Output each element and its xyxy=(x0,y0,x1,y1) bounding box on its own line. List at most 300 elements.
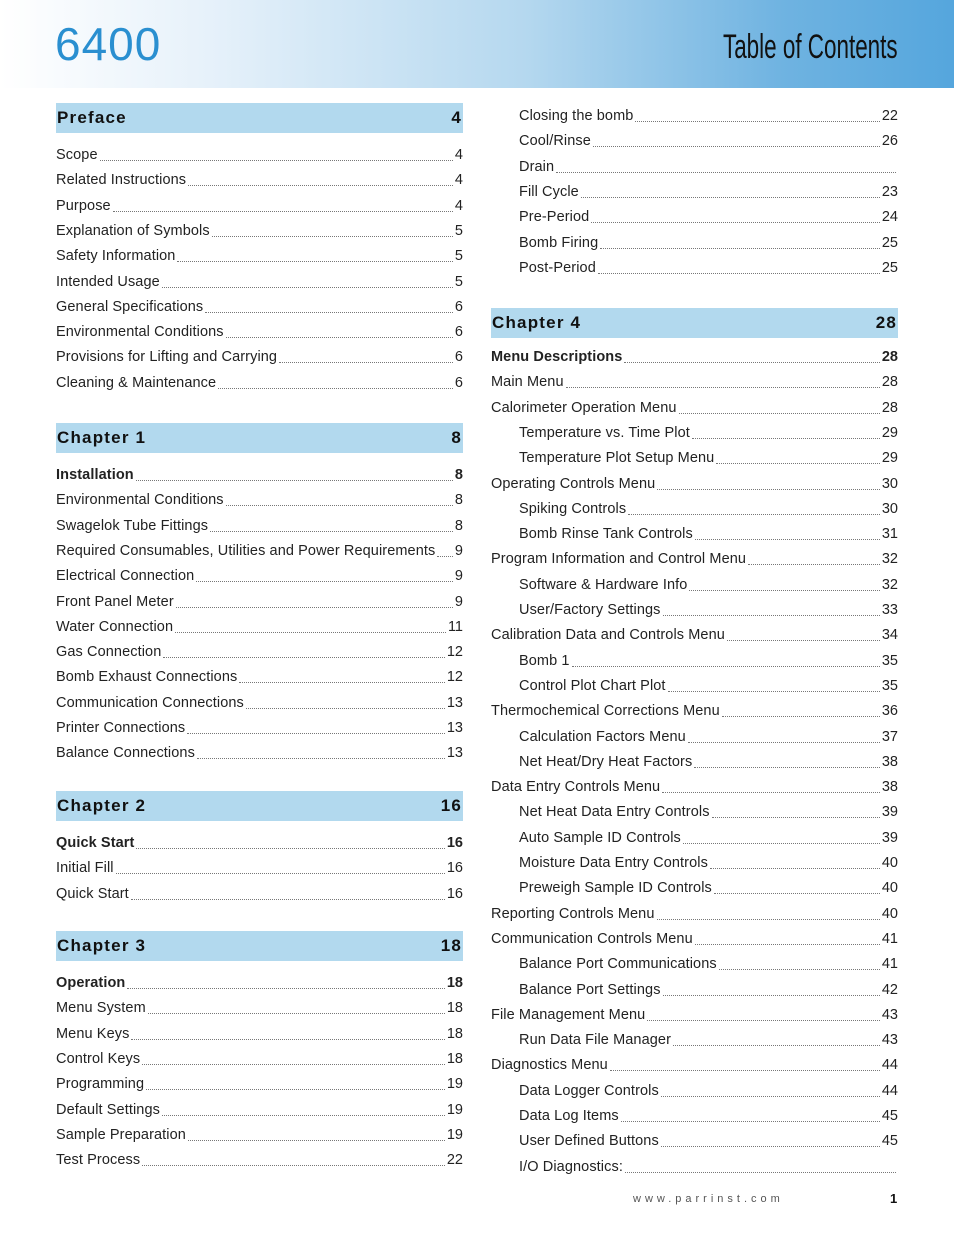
toc-entry-label: Default Settings xyxy=(56,1101,160,1118)
toc-heading-entry[interactable] xyxy=(56,464,463,484)
toc-entry-label: Scope xyxy=(56,147,98,163)
toc-entry-page: 18 xyxy=(446,1025,463,1042)
toc-heading-entry[interactable] xyxy=(56,832,463,852)
toc-entry[interactable] xyxy=(519,751,898,771)
toc-entry[interactable] xyxy=(491,473,898,493)
dot-leader xyxy=(197,758,445,759)
dot-leader xyxy=(148,1013,445,1014)
toc-entry[interactable] xyxy=(519,447,898,467)
toc-entry-page: 23 xyxy=(881,183,898,200)
toc-entry[interactable] xyxy=(519,130,898,150)
toc-entry-label: Electrical Connection xyxy=(56,568,195,585)
toc-entry-page: 33 xyxy=(881,602,898,618)
toc-entry[interactable] xyxy=(56,245,463,265)
toc-entry-page: 9 xyxy=(454,568,463,585)
toc-entry-page: 9 xyxy=(454,593,463,610)
toc-entry-label: Menu Descriptions xyxy=(491,349,623,365)
toc-entry[interactable] xyxy=(519,726,898,746)
toc-entry-page: 38 xyxy=(881,753,898,770)
toc-entry-label: Moisture Data Entry Controls xyxy=(519,855,708,871)
toc-entry-page: 16 xyxy=(446,860,463,877)
toc-entry-label: Balance Port Settings xyxy=(519,981,661,998)
toc-entry-label: Thermochemical Corrections Menu xyxy=(491,703,720,720)
dot-leader xyxy=(136,480,453,481)
toc-entry[interactable] xyxy=(56,1048,463,1068)
toc-entry-page: 41 xyxy=(881,930,898,947)
dot-leader xyxy=(131,1039,444,1040)
model-number: 6400 xyxy=(55,18,162,70)
toc-entry-page: 28 xyxy=(881,349,898,365)
dot-leader xyxy=(196,581,453,582)
toc-entry-page: 34 xyxy=(881,627,898,644)
dot-leader xyxy=(661,1096,880,1097)
toc-entry-page: 45 xyxy=(881,1108,898,1124)
toc-entry-label: Bomb Rinse Tank Controls xyxy=(519,526,693,543)
toc-entry-page: 8 xyxy=(454,467,463,483)
toc-entry-page: 11 xyxy=(447,618,463,635)
toc-entry-page: 9 xyxy=(454,542,463,559)
toc-entry-page: 22 xyxy=(881,108,898,124)
toc-entry-page: 12 xyxy=(446,669,463,686)
toc-entry[interactable] xyxy=(56,169,463,189)
toc-entry[interactable] xyxy=(56,1073,463,1093)
toc-entry-label: Gas Connection xyxy=(56,644,162,661)
toc-entry-page: 18 xyxy=(446,1000,463,1017)
toc-entry-label: Quick Start xyxy=(56,835,135,851)
toc-entry-page: 43 xyxy=(881,1032,898,1049)
dot-leader xyxy=(188,185,453,186)
toc-entry[interactable] xyxy=(491,1004,898,1024)
toc-entry-label: File Management Menu xyxy=(491,1006,646,1023)
toc-entry-label: Related Instructions xyxy=(56,172,187,189)
toc-entry[interactable] xyxy=(519,156,898,176)
toc-entry-label: Quick Start xyxy=(56,885,129,902)
toc-entry[interactable] xyxy=(56,296,463,316)
toc-entry-page: 42 xyxy=(881,981,898,998)
chapter-page-number: 28 xyxy=(875,313,897,332)
toc-entry-label: Net Heat/Dry Heat Factors xyxy=(519,753,693,770)
toc-entry-label: Sample Preparation xyxy=(56,1126,186,1143)
toc-entry-page: 16 xyxy=(446,835,463,851)
dot-leader xyxy=(163,657,444,658)
toc-entry-label: Control Keys xyxy=(56,1050,141,1067)
toc-entry[interactable] xyxy=(519,422,898,442)
toc-entry-page: 45 xyxy=(881,1133,898,1150)
chapter-header[interactable] xyxy=(56,791,463,821)
toc-entry-page: 22 xyxy=(446,1152,463,1169)
chapter-title: Chapter 3 xyxy=(57,936,147,955)
chapter-page-number: 8 xyxy=(451,428,462,447)
dot-leader xyxy=(695,944,880,945)
toc-entry[interactable] xyxy=(56,372,463,392)
toc-entry-label: Bomb Exhaust Connections xyxy=(56,669,238,686)
dot-leader xyxy=(657,919,880,920)
toc-entry-page: 6 xyxy=(454,324,463,341)
dot-leader xyxy=(694,767,880,768)
toc-entry-label: Intended Usage xyxy=(56,273,160,290)
dot-leader xyxy=(716,463,880,464)
chapter-page-number: 16 xyxy=(440,796,462,815)
dot-leader xyxy=(239,682,445,683)
dot-leader xyxy=(188,1140,445,1141)
toc-entry-page: 5 xyxy=(454,222,463,239)
toc-entry-label: Software & Hardware Info xyxy=(519,576,688,593)
toc-entry[interactable] xyxy=(519,498,898,518)
toc-entry-label: Cleaning & Maintenance xyxy=(56,374,217,391)
chapter-title: Preface xyxy=(57,108,127,127)
toc-entry[interactable] xyxy=(519,1105,898,1125)
dot-leader xyxy=(668,691,880,692)
dot-leader xyxy=(710,868,880,869)
dot-leader xyxy=(661,1146,880,1147)
toc-entry-label: General Specifications xyxy=(56,298,204,315)
toc-entry-page: 40 xyxy=(881,855,898,871)
dot-leader xyxy=(679,413,880,414)
chapter-header[interactable] xyxy=(56,103,463,133)
toc-entry-label: Menu System xyxy=(56,1000,146,1017)
toc-entry-page: 30 xyxy=(881,475,898,492)
dot-leader xyxy=(635,121,879,122)
toc-entry-page: 40 xyxy=(881,905,898,922)
toc-entry-label: Cool/Rinse xyxy=(519,133,591,150)
dot-leader xyxy=(662,792,880,793)
chapter-header[interactable] xyxy=(491,308,898,338)
toc-entry-page: 43 xyxy=(881,1006,898,1023)
dot-leader xyxy=(581,197,880,198)
toc-entry-label: I/O Diagnostics: xyxy=(519,1158,623,1175)
chapter-page-number: 4 xyxy=(451,108,462,127)
dot-leader xyxy=(146,1089,445,1090)
toc-entry-label: Program Information and Control Menu xyxy=(491,551,747,568)
toc-entry-page: 29 xyxy=(881,450,898,467)
toc-entry-label: Diagnostics Menu xyxy=(491,1057,608,1074)
toc-entry-label: Data Entry Controls Menu xyxy=(491,779,661,796)
toc-entry[interactable] xyxy=(519,953,898,973)
dot-leader xyxy=(727,640,880,641)
toc-entry-page: 19 xyxy=(446,1126,463,1143)
page-header xyxy=(0,0,954,88)
toc-entry[interactable] xyxy=(56,857,463,877)
toc-entry-label: Calibration Data and Controls Menu xyxy=(491,627,725,644)
dot-leader xyxy=(279,362,453,363)
dot-leader xyxy=(692,438,880,439)
toc-entry[interactable] xyxy=(56,321,463,341)
dot-leader xyxy=(610,1070,880,1071)
toc-entry-page: 25 xyxy=(881,259,898,276)
toc-entry-label: Programming xyxy=(56,1076,145,1093)
chapter-page-number: 18 xyxy=(440,936,462,955)
toc-entry-label: User/Factory Settings xyxy=(519,602,661,618)
dot-leader xyxy=(116,873,445,874)
toc-entry-label: Closing the bomb xyxy=(519,108,634,124)
toc-entry[interactable] xyxy=(491,776,898,796)
toc-entry-label: Pre-Period xyxy=(519,209,590,226)
toc-entry[interactable] xyxy=(56,883,463,903)
dot-leader xyxy=(689,590,879,591)
toc-entry-label: Temperature vs. Time Plot xyxy=(519,424,690,441)
toc-entry-label: Spiking Controls xyxy=(519,500,627,517)
dot-leader xyxy=(437,556,453,557)
toc-entry-label: Net Heat Data Entry Controls xyxy=(519,804,710,821)
toc-entry-page: 41 xyxy=(881,956,898,973)
toc-entry[interactable] xyxy=(56,271,463,291)
toc-entry-label: Post-Period xyxy=(519,259,596,276)
dot-leader xyxy=(647,1020,880,1021)
toc-entry-label: Run Data File Manager xyxy=(519,1032,672,1049)
toc-entry-page: 4 xyxy=(454,172,463,189)
dot-leader xyxy=(136,848,444,849)
toc-entry-page: 13 xyxy=(446,694,463,711)
toc-entry[interactable] xyxy=(56,1149,463,1169)
toc-entry[interactable] xyxy=(491,624,898,644)
toc-entry-label: Calorimeter Operation Menu xyxy=(491,399,677,416)
toc-entry-label: Explanation of Symbols xyxy=(56,222,210,239)
toc-entry-page: 39 xyxy=(881,804,898,821)
chapter-header[interactable] xyxy=(56,931,463,961)
toc-entry-page: 4 xyxy=(454,197,463,214)
dot-leader xyxy=(712,817,880,818)
toc-entry-label: Operating Controls Menu xyxy=(491,475,656,492)
toc-entry[interactable] xyxy=(56,195,463,215)
toc-entry[interactable] xyxy=(519,599,898,619)
dot-leader xyxy=(593,146,880,147)
dot-leader xyxy=(246,708,445,709)
dot-leader xyxy=(683,843,880,844)
toc-entry-page: 35 xyxy=(881,677,898,694)
toc-entry[interactable] xyxy=(491,928,898,948)
toc-entry[interactable] xyxy=(519,206,898,226)
toc-entry[interactable] xyxy=(56,346,463,366)
toc-heading-entry[interactable] xyxy=(491,346,898,366)
toc-entry[interactable] xyxy=(519,675,898,695)
toc-entry[interactable] xyxy=(56,692,463,712)
toc-entry-page: 37 xyxy=(881,728,898,745)
toc-entry-label: Test Process xyxy=(56,1152,141,1169)
toc-entry[interactable] xyxy=(491,700,898,720)
toc-entry-page: 28 xyxy=(881,374,898,391)
toc-entry-page: 12 xyxy=(446,644,463,661)
toc-entry-label: User Defined Buttons xyxy=(519,1133,659,1150)
toc-entry-page: 26 xyxy=(881,133,898,150)
toc-entry-label: Communication Connections xyxy=(56,694,244,711)
toc-entry[interactable] xyxy=(491,1054,898,1074)
dot-leader xyxy=(621,1121,880,1122)
toc-entry-label: Provisions for Lifting and Carrying xyxy=(56,349,278,366)
toc-entry-label: Drain xyxy=(519,158,555,175)
toc-entry-label: Communication Controls Menu xyxy=(491,930,693,947)
toc-entry[interactable] xyxy=(519,574,898,594)
toc-entry[interactable] xyxy=(56,1099,463,1119)
dot-leader xyxy=(688,742,880,743)
dot-leader xyxy=(113,211,453,212)
dot-leader xyxy=(226,337,453,338)
toc-entry-page: 32 xyxy=(881,576,898,593)
dot-leader xyxy=(187,733,445,734)
toc-entry-page: 6 xyxy=(454,349,463,366)
dot-leader xyxy=(127,988,444,989)
toc-entry-label: Data Log Items xyxy=(519,1108,619,1124)
toc-entry[interactable] xyxy=(519,523,898,543)
toc-entry-label: Balance Connections xyxy=(56,745,195,762)
dot-leader xyxy=(663,615,880,616)
toc-entry[interactable] xyxy=(519,877,898,897)
footer-page-number: 1 xyxy=(890,1191,898,1206)
toc-entry-page: 38 xyxy=(881,779,898,796)
toc-entry-page: 40 xyxy=(881,880,898,897)
toc-entry[interactable] xyxy=(519,801,898,821)
toc-entry[interactable] xyxy=(519,1080,898,1100)
toc-entry[interactable] xyxy=(56,641,463,661)
chapter-header[interactable] xyxy=(56,423,463,453)
dot-leader xyxy=(572,666,880,667)
toc-entry-page: 39 xyxy=(881,829,898,846)
toc-entry[interactable] xyxy=(56,144,463,164)
toc-entry-page: 8 xyxy=(454,517,463,534)
toc-entry-page: 13 xyxy=(446,720,463,736)
toc-entry-page: 36 xyxy=(881,703,898,720)
page-title: Table of Contents xyxy=(723,28,898,66)
toc-entry-page: 8 xyxy=(454,492,463,509)
toc-heading-entry[interactable] xyxy=(56,972,463,992)
dot-leader xyxy=(625,1172,896,1173)
toc-entry-page: 5 xyxy=(454,248,463,265)
toc-entry-page: 16 xyxy=(446,885,463,902)
toc-entry-page: 19 xyxy=(446,1076,463,1093)
toc-entry-label: Bomb Firing xyxy=(519,234,599,251)
toc-entry[interactable] xyxy=(519,1130,898,1150)
dot-leader xyxy=(162,1115,445,1116)
toc-entry[interactable] xyxy=(56,1023,463,1043)
toc-entry-page: 44 xyxy=(881,1082,898,1099)
toc-entry-label: Water Connection xyxy=(56,618,174,635)
toc-entry-label: Fill Cycle xyxy=(519,183,579,200)
toc-entry-page: 18 xyxy=(446,975,463,991)
toc-entry-page: 18 xyxy=(446,1050,463,1067)
toc-entry[interactable] xyxy=(519,232,898,252)
toc-entry-label: Printer Connections xyxy=(56,720,186,736)
toc-entry-label: Purpose xyxy=(56,197,111,214)
dot-leader xyxy=(748,564,880,565)
dot-leader xyxy=(673,1045,880,1046)
toc-entry-page: 6 xyxy=(454,298,463,315)
dot-leader xyxy=(205,312,453,313)
toc-entry-page: 19 xyxy=(446,1101,463,1118)
toc-entry[interactable] xyxy=(56,742,463,762)
toc-entry[interactable] xyxy=(519,979,898,999)
toc-entry[interactable] xyxy=(491,397,898,417)
toc-entry[interactable] xyxy=(56,515,463,535)
chapter-title: Chapter 2 xyxy=(57,796,147,815)
toc-entry-label: Auto Sample ID Controls xyxy=(519,829,681,846)
toc-entry[interactable] xyxy=(491,548,898,568)
dot-leader xyxy=(162,287,453,288)
toc-entry-label: Initial Fill xyxy=(56,860,114,877)
toc-entry-page: 5 xyxy=(454,273,463,290)
toc-entry[interactable] xyxy=(56,717,463,737)
toc-entry-page: 32 xyxy=(881,551,898,568)
toc-entry-page: 44 xyxy=(881,1057,898,1074)
dot-leader xyxy=(719,969,880,970)
toc-entry[interactable] xyxy=(56,591,463,611)
toc-entry[interactable] xyxy=(519,257,898,277)
dot-leader xyxy=(722,716,880,717)
toc-entry-page: 35 xyxy=(881,652,898,669)
toc-entry-page: 13 xyxy=(446,745,463,762)
toc-entry-page: 25 xyxy=(881,234,898,251)
dot-leader xyxy=(210,531,453,532)
dot-leader xyxy=(226,505,453,506)
toc-entry[interactable] xyxy=(56,565,463,585)
toc-entry-page: 31 xyxy=(881,526,898,543)
dot-leader xyxy=(624,362,879,363)
dot-leader xyxy=(598,273,880,274)
toc-entry-page: 24 xyxy=(881,209,898,226)
toc-entry-label: Operation xyxy=(56,975,126,991)
toc-entry[interactable] xyxy=(519,1156,898,1176)
dot-leader xyxy=(600,248,880,249)
toc-entry-page: 4 xyxy=(454,147,463,163)
toc-entry-label: Balance Port Communications xyxy=(519,956,717,973)
dot-leader xyxy=(657,489,880,490)
chapter-title: Chapter 4 xyxy=(492,313,582,332)
toc-entry-label: Control Plot Chart Plot xyxy=(519,677,666,694)
toc-entry-label: Environmental Conditions xyxy=(56,324,224,341)
dot-leader xyxy=(142,1165,445,1166)
footer-url[interactable]: www.parrinst.com xyxy=(633,1193,784,1205)
dot-leader xyxy=(175,632,446,633)
toc-entry[interactable] xyxy=(519,827,898,847)
toc-entry-label: Bomb 1 xyxy=(519,652,570,669)
toc-entry[interactable] xyxy=(56,616,463,636)
toc-entry-label: Main Menu xyxy=(491,374,564,391)
dot-leader xyxy=(177,261,452,262)
chapter-title: Chapter 1 xyxy=(57,428,147,447)
toc-entry-page: 30 xyxy=(881,500,898,517)
dot-leader xyxy=(628,514,880,515)
dot-leader xyxy=(218,388,453,389)
toc-entry[interactable] xyxy=(56,489,463,509)
toc-entry-label: Required Consumables, Utilities and Power Requirements xyxy=(56,542,436,559)
toc-entry-label: Menu Keys xyxy=(56,1025,130,1042)
toc-entry[interactable] xyxy=(519,852,898,872)
toc-entry[interactable] xyxy=(519,181,898,201)
toc-entry-label: Front Panel Meter xyxy=(56,593,174,610)
toc-entry-label: Safety Information xyxy=(56,248,176,265)
toc-entry-page: 6 xyxy=(454,374,463,391)
toc-entry[interactable] xyxy=(56,666,463,686)
dot-leader xyxy=(212,236,453,237)
toc-entry[interactable] xyxy=(519,105,898,125)
dot-leader xyxy=(695,539,880,540)
toc-entry[interactable] xyxy=(56,1124,463,1144)
toc-entry[interactable] xyxy=(491,371,898,391)
toc-entry[interactable] xyxy=(56,997,463,1017)
dot-leader xyxy=(663,995,880,996)
toc-entry-label: Environmental Conditions xyxy=(56,492,224,509)
toc-entry-page: 28 xyxy=(881,399,898,416)
toc-entry[interactable] xyxy=(519,1029,898,1049)
toc-entry-label: Calculation Factors Menu xyxy=(519,728,686,745)
toc-entry[interactable] xyxy=(491,903,898,923)
toc-entry-label: Preweigh Sample ID Controls xyxy=(519,880,712,897)
toc-entry[interactable] xyxy=(56,540,463,560)
dot-leader xyxy=(714,893,880,894)
dot-leader xyxy=(176,607,453,608)
toc-entry[interactable] xyxy=(519,650,898,670)
toc-entry[interactable] xyxy=(56,220,463,240)
dot-leader xyxy=(142,1064,445,1065)
toc-entry-label: Swagelok Tube Fittings xyxy=(56,517,209,534)
